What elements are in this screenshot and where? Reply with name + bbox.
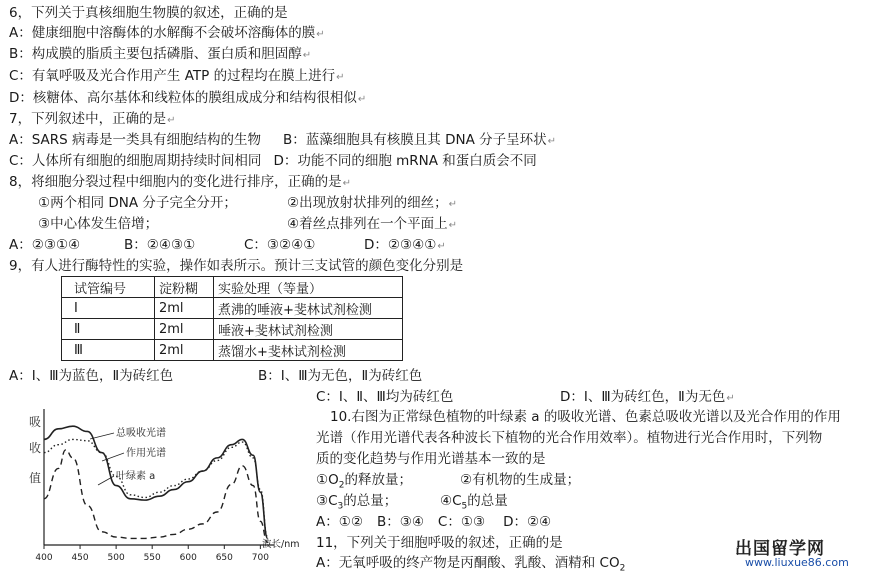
x-tick-label: 650 <box>215 553 233 563</box>
y-axis-label-char-1: 吸 <box>29 415 42 429</box>
legend-leader-1 <box>90 433 114 439</box>
q11-stem: 11，下列关于细胞呼吸的叙述，正确的是 <box>316 535 563 551</box>
q6-option-b: B：构成膜的脂质主要包括磷脂、蛋白质和胆固醇↵ <box>9 46 312 62</box>
legend-label-3: 叶绿素 a <box>116 471 156 482</box>
table-header-cell: 实验处理（等量） <box>214 277 403 298</box>
y-axis-label-char-3: 值 <box>29 471 42 485</box>
q10-stem-line-2: 光谱（作用光谱代表各种波长下植物的光合作用效率）。植物进行光合作用时，下列物 <box>316 430 823 446</box>
x-tick-label: 600 <box>179 553 197 563</box>
table-cell: 2ml <box>155 319 214 340</box>
x-tick-label: 550 <box>143 553 161 563</box>
q7-stem: 7，下列叙述中，正确的是↵ <box>9 111 176 127</box>
q8-item-1: ①两个相同 DNA 分子完全分开； <box>38 195 237 211</box>
absorption-spectrum-figure <box>10 405 310 565</box>
q8-option-a: A：②③①④ <box>9 237 81 253</box>
x-tick-label: 400 <box>35 553 53 563</box>
q9-option-c: C：Ⅰ、Ⅱ、Ⅲ均为砖红色 <box>316 389 454 405</box>
q8-option-d: D：②③④①↵ <box>364 237 446 253</box>
q10-item-2: ②有机物的生成量； <box>460 472 581 488</box>
table-row <box>62 298 403 319</box>
q10-stem-line-1: 10.右图为正常绿色植物的叶绿素 a 的吸收光谱、色素总吸收光谱以及光合作用的作用 <box>330 409 841 425</box>
table-cell: Ⅲ <box>62 340 155 361</box>
q7-options-cd: C：人体所有细胞的细胞周期持续时间相同 D：功能不同的细胞 mRNA 和蛋白质会不同 <box>9 153 537 169</box>
q6-stem: 6，下列关于真核细胞生物膜的叙述，正确的是 <box>9 5 288 21</box>
q8-item-4: ④着丝点排列在一个平面上↵ <box>287 216 457 232</box>
q8-item-3: ③中心体发生倍增； <box>38 216 159 232</box>
table-row <box>62 319 403 340</box>
q10-item-1: $①O_2$的释放量； <box>316 472 412 491</box>
q10-stem-line-3: 质的变化趋势与作用光谱基本一致的是 <box>316 451 546 467</box>
q7-options-ab: A：SARS 病毒是一类具有细胞结构的生物 B：蓝藻细胞具有核膜且其 DNA 分子呈环状↵ <box>9 132 556 148</box>
q6-option-d: D：核糖体、高尔基体和线粒体的膜组成成分和结构很相似↵ <box>9 90 367 106</box>
table-cell: 2ml <box>155 340 214 361</box>
table-header-row <box>62 277 403 298</box>
q10-item-3: $③C_3$的总量； <box>316 493 398 512</box>
table-cell: 蒸馏水+斐林试剂检测 <box>214 340 403 361</box>
table-row <box>62 340 403 361</box>
table-cell: Ⅱ <box>62 319 155 340</box>
y-axis-label-char-2: 收 <box>29 441 42 455</box>
table-header-cell: 淀粉糊 <box>155 277 214 298</box>
q9-option-a: A：Ⅰ、Ⅲ为蓝色，Ⅱ为砖红色 <box>9 368 174 384</box>
x-tick-label: 450 <box>71 553 89 563</box>
watermark-title: 出国留学网 <box>735 539 825 559</box>
q10-options: A：①② B：③④ C：①③ D：②④ <box>316 514 552 530</box>
q9-option-b: B：Ⅰ、Ⅲ为无色，Ⅱ为砖红色 <box>258 368 423 384</box>
table-header-cell: 试管编号 <box>62 277 155 298</box>
q8-option-c: C：③②④① <box>244 237 316 253</box>
q6-option-c: C：有氧呼吸及光合作用产生 ATP 的过程均在膜上进行↵ <box>9 68 345 84</box>
x-tick-label: 500 <box>107 553 125 563</box>
q9-stem: 9，有人进行酶特性的实验，操作如表所示。预计三支试管的颜色变化分别是 <box>9 258 464 274</box>
legend-label-2: 作用光谱 <box>126 448 166 459</box>
x-tick-label: 700 <box>251 553 269 563</box>
series-line-1 <box>44 426 268 538</box>
q10-item-4: $④C_5$的总量 <box>440 493 508 512</box>
q6-option-a: A：健康细胞中溶酶体的水解酶不会破坏溶酶体的膜↵ <box>9 25 325 41</box>
table-cell: 唾液+斐林试剂检测 <box>214 319 403 340</box>
spectrum-plot <box>10 405 310 565</box>
q8-stem: 8，将细胞分裂过程中细胞内的变化进行排序，正确的是↵ <box>9 174 351 190</box>
q9-table <box>61 276 403 361</box>
q8-option-b: B：②④③① <box>124 237 196 253</box>
table-cell: Ⅰ <box>62 298 155 319</box>
legend-label-1: 总吸收光谱 <box>116 428 166 439</box>
q11-option-a: A：无氧呼吸的终产物是丙酮酸、乳酸、酒精和 $CO_2$ <box>316 555 626 574</box>
q9-option-d: D：Ⅰ、Ⅲ为砖红色，Ⅱ为无色↵ <box>560 389 735 405</box>
q8-item-2: ②出现放射状排列的细丝；↵ <box>287 195 457 211</box>
table-cell: 2ml <box>155 298 214 319</box>
table-cell: 煮沸的唾液+斐林试剂检测 <box>214 298 403 319</box>
watermark-url: www.liuxue86.com <box>745 556 849 569</box>
x-axis-label: 波长/nm <box>262 539 300 550</box>
